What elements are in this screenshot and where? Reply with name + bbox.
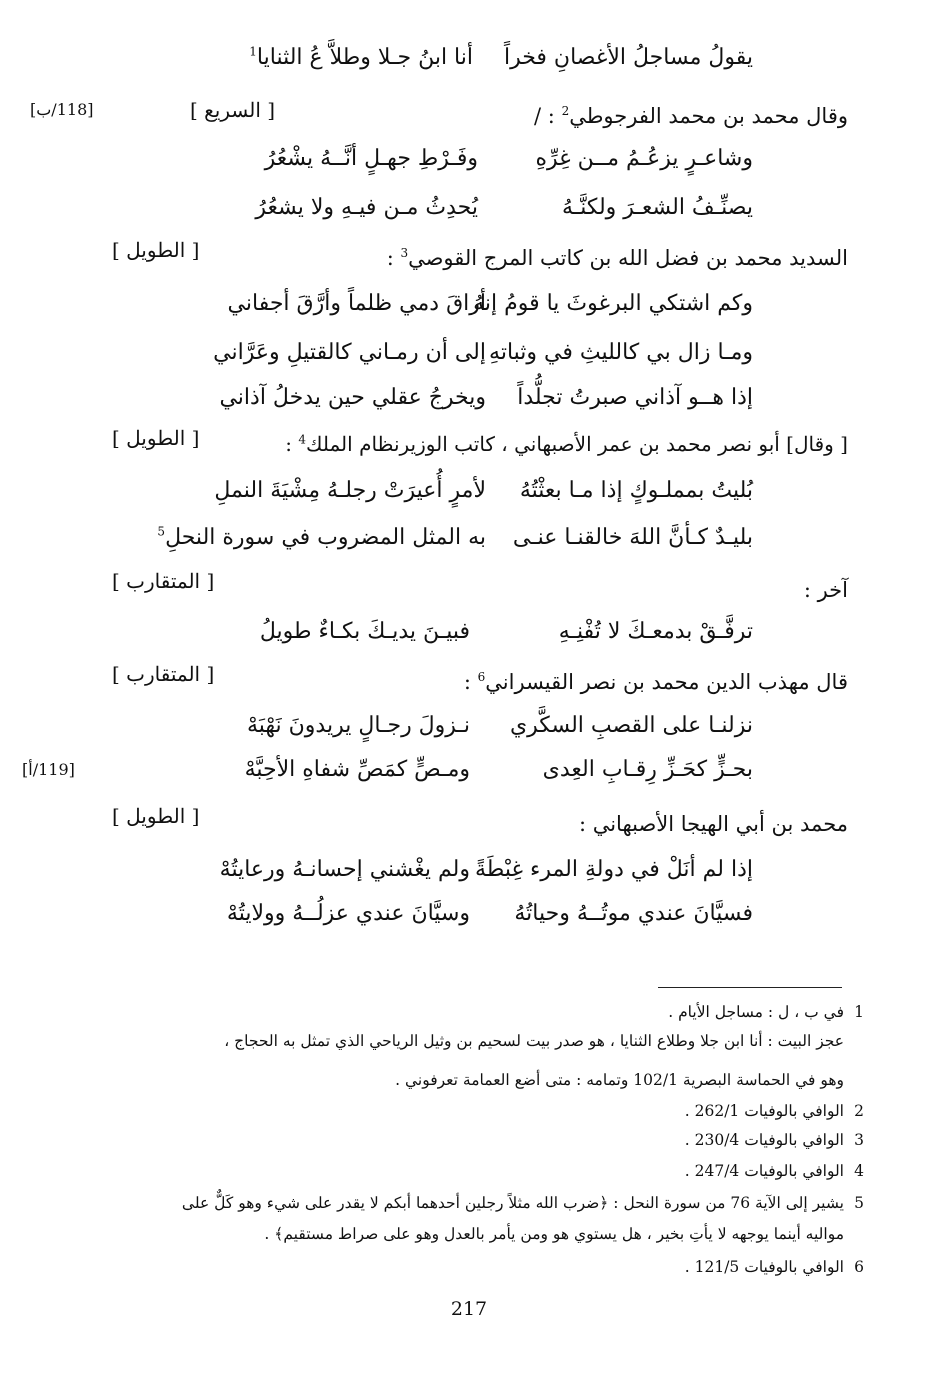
verse-first-hemistich: يقولُ مساجلُ الأغصانِ فخراً	[503, 45, 753, 70]
poet-intro	[804, 572, 848, 608]
footnote-number: 3	[854, 1131, 864, 1149]
verse-line	[0, 708, 938, 744]
verse-first-hemistich: وشاعـرٍ يزعُـمُ مــن غِرِّهِ	[535, 146, 753, 171]
meter-label: [ السريع ]	[190, 98, 276, 122]
intro-tail: :	[463, 670, 478, 694]
footnote-ref: 6	[477, 670, 486, 684]
footnote-text: الوافي بالوفيات 247/4 .	[684, 1162, 844, 1180]
meter-label: [ الطويل ]	[112, 238, 200, 262]
footnote-ref: 1	[249, 44, 257, 59]
footnote	[84, 1027, 844, 1056]
footnote-number: 4	[854, 1162, 864, 1180]
poet-intro	[534, 98, 848, 134]
footnote-text: الوافي بالوفيات 262/1 .	[684, 1102, 844, 1120]
intro-text: [ وقال] أبو نصر محمد بن عمر الأصبهاني ، كاتب الوزيرنظام الملك	[306, 432, 848, 456]
verse-line	[0, 141, 938, 177]
footnote-text: الوافي بالوفيات 230/4 .	[684, 1131, 844, 1149]
verse-second-hemistich: نـزولَ رجـالٍ يريدونَ نَهْبَهْ	[246, 713, 470, 738]
footnote-number: 1	[854, 1003, 864, 1021]
verse-first-hemistich: إذا لم أنَلْ في دولةِ المرء غِبْطَةً	[475, 857, 753, 882]
intro-text: وقال محمد بن محمد الفرجوطي	[569, 104, 848, 128]
verse-line	[0, 852, 938, 888]
verse-second-hemistich: ومـصٍّ كمَصِّ شفاهِ الأحِبَّهْ	[244, 757, 470, 782]
intro-text: قال مهذب الدين محمد بن نصر القيسراني	[485, 670, 848, 694]
meter-label: [ الطويل ]	[112, 804, 200, 828]
footnote-text: الوافي بالوفيات 121/5 .	[684, 1258, 844, 1276]
verse-second-hemistich: لأمرٍ أُعيرَتْ رجلـهُ مِشْيَةَ النملِ	[214, 478, 486, 503]
verse-line	[0, 380, 938, 416]
footnote-number: 5	[854, 1194, 864, 1212]
footnote	[84, 1220, 844, 1249]
footnote-separator	[658, 987, 842, 988]
verse-line	[0, 614, 938, 650]
footnote	[84, 1253, 864, 1282]
footnote	[84, 1066, 844, 1095]
intro-tail: : /	[534, 104, 562, 128]
folio-marker: [119/أ]	[22, 760, 75, 779]
intro-text: محمد بن أبي الهيجا الأصبهاني :	[578, 812, 848, 836]
poet-intro	[387, 240, 848, 276]
verse-line	[0, 896, 938, 932]
verse-first-hemistich: بليـدٌ كـأنَّ اللهَ خالقنـا عنـى	[512, 525, 753, 550]
intro-text: آخر :	[803, 578, 848, 602]
footnote-number: 2	[854, 1102, 864, 1120]
footnote-ref: 4	[298, 432, 307, 447]
verse-second-hemistich: ولم يغْشني إحسانـهُ ورعايتُهْ	[219, 857, 470, 882]
verse-second-hemistich: وفَـرْطِ جهـلٍ أنَّــهُ يشْعُرُ	[264, 146, 478, 171]
footnote	[84, 1189, 864, 1218]
verse-first-hemistich: بُليتُ بمملـوكٍ إذا مـا بعثْتُهُ	[519, 478, 753, 503]
intro-text: السديد محمد بن فضل الله بن كاتب المرج القوصي	[408, 246, 848, 270]
footnote	[84, 1157, 864, 1186]
verse-second-hemistich: ويخرجُ عقلي حين يدخلُ آذاني	[219, 385, 486, 410]
intro-tail: :	[285, 432, 299, 456]
poet-intro	[285, 426, 848, 462]
verse-second-hemistich: يُحدِثُ مـن فيـهِ ولا يشعُرُ	[255, 195, 478, 220]
meter-label: [ المتقارب ]	[112, 662, 215, 686]
intro-tail: :	[386, 246, 401, 270]
poet-intro	[464, 664, 848, 700]
hemistich-text: أنا ابنُ جـلا وطلاَّ عُ الثنايا	[256, 45, 473, 70]
footnote-number: 6	[854, 1258, 864, 1276]
footnote-text: عجز البيت : أنا ابن جلا وطلاع الثنايا ، هو صدر بيت لسحيم بن وثيل الرياحي الذي تمثل به الحجاج ،	[224, 1032, 844, 1050]
verse-first-hemistich: إذا هــو آذاني صبرتُ تجلُّداً	[517, 385, 753, 410]
verse-first-hemistich: يصنِّـفُ الشعـرَ ولكنَّـهُ	[561, 195, 753, 220]
footnote	[84, 1126, 864, 1155]
footnote-ref: 3	[400, 246, 409, 260]
meter-label: [ الطويل ]	[112, 426, 200, 450]
verse-line	[0, 335, 938, 371]
footnote-text: مواليه أينما يوجهه لا يأتِ بخير ، هل يستوي هو ومن يأمر بالعدل وهو على صراط مستقيم﴾ .	[264, 1225, 844, 1243]
footnote	[84, 1097, 864, 1126]
verse-second-hemistich: أراقَ دمي ظلماً وأرَّقَ أجفاني	[227, 291, 486, 316]
footnote-text: وهو في الحماسة البصرية 102/1 وتمامه : متى أضع العمامة تعرفوني .	[395, 1071, 844, 1089]
verse-first-hemistich: وكم اشتكي البرغوثَ يا قومُ إنهُ	[473, 291, 753, 316]
hemistich-text: به المثل المضروب في سورة النحلِ	[165, 525, 486, 550]
footnote-text: يشير إلى الآية 76 من سورة النحل : ﴿ضرب الله مثلاً رجلين أحدهما أبكم لا يقدر على شيء وهو كَلٌّ على	[181, 1194, 844, 1212]
verse-first-hemistich: فسيَّانَ عندي موتُــهُ وحياتُهُ	[514, 901, 753, 926]
page-number: 217	[450, 1298, 488, 1320]
poet-intro	[579, 806, 848, 842]
footnote-ref: 2	[561, 104, 570, 118]
verse-line	[0, 286, 938, 322]
verse-second-hemistich: إلى أن رمـاني كالقتيلِ وعَرَّاني	[213, 340, 486, 365]
verse-line	[0, 473, 938, 509]
verse-second-hemistich	[183, 40, 473, 76]
verse-first-hemistich: ترفَّـقْ بدمعـكَ لا تُفْنِـهِ	[558, 619, 753, 644]
verse-first-hemistich: بحـزٍّ كحَـزِّ رِقـابِ العِدى	[542, 757, 753, 782]
footnote-ref: 5	[157, 524, 166, 539]
verse-first-hemistich: ومـا زال بي كالليثِ في وثباتهِ	[489, 340, 753, 365]
footnote	[84, 998, 864, 1027]
footnote-text: في ب ، ل : مساجل الأيام .	[668, 1003, 844, 1021]
verse-second-hemistich: وسيَّانَ عندي عزلُــهُ وولايتُهْ	[226, 901, 470, 926]
verse-line	[0, 40, 938, 76]
verse-first-hemistich: نزلنـا على القصبِ السكَّري	[509, 713, 753, 738]
meter-label: [ المتقارب ]	[112, 569, 215, 593]
verse-line	[0, 752, 938, 788]
verse-second-hemistich	[157, 520, 486, 556]
verse-line	[0, 520, 938, 556]
verse-line	[0, 190, 938, 226]
folio-marker: [118/ب]	[30, 100, 94, 119]
verse-second-hemistich: فبيـنَ يديـكَ بكـاءٌ طويلُ	[259, 619, 470, 644]
